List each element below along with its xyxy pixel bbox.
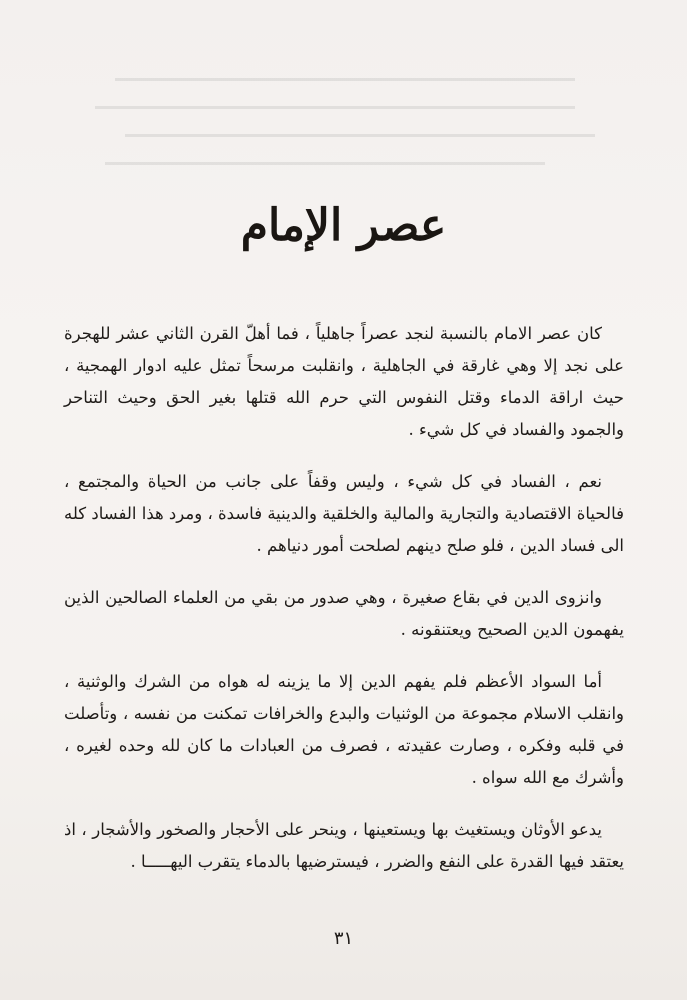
body-text	[64, 318, 624, 898]
bleed-through-texture	[95, 70, 595, 180]
paragraph-4: أما السواد الأعظم فلم يفهم الدين إلا ما يزينه له هواه من الشرك والوثنية ، وانقلب الاسلام مجموعة من الوثنيات والبدع والخرافات تمكنت من نفسه ، وتأصلت في قلبه وفكره ، وصارت عقيدته ، فصرف من العبادات ما كان لله وحده لغيره ، وأشرك مع الله سواه .	[64, 672, 624, 787]
paragraph-3: وانزوى الدين في بقاع صغيرة ، وهي صدور من بقي من العلماء الصالحين الذين يفهمون الدين الصحيح ويعتنقونه .	[64, 588, 624, 639]
paragraph-2: نعم ، الفساد في كل شيء ، وليس وقفاً على جانب من الحياة والمجتمع ، فالحياة الاقتصادية والتجارية والمالية والخلقية والدينية فاسدة ، ومرد هذا الفساد كله الى فساد الدين ، فلو صلح دينهم لصلحت أمور دنياهم .	[64, 472, 624, 555]
paragraph-1: كان عصر الامام بالنسبة لنجد عصراً جاهلياً ، فما أهلّ القرن الثاني عشر للهجرة على نجد إلا وهي غارقة في الجاهلية ، وانقلبت مرسحاً تمثل عليه ادوار الهمجية ، حيث اراقة الدماء وقتل النفوس التي حرم الله قتلها بغير الحق وحيث التناحر والجمود والفساد في كل شيء .	[64, 324, 624, 439]
chapter-title: عصر الإمام	[240, 200, 447, 251]
bleed-through-lines	[95, 70, 595, 180]
paragraph-5: يدعو الأوثان ويستغيث بها ويستعينها ، وينحر على الأحجار والصخور والأشجار ، اذ يعتقد فيها القدرة على النفع والضرر ، فيسترضيها بالدماء يتقرب اليهـــــا .	[64, 820, 624, 871]
page-number: ٣١	[333, 928, 354, 949]
